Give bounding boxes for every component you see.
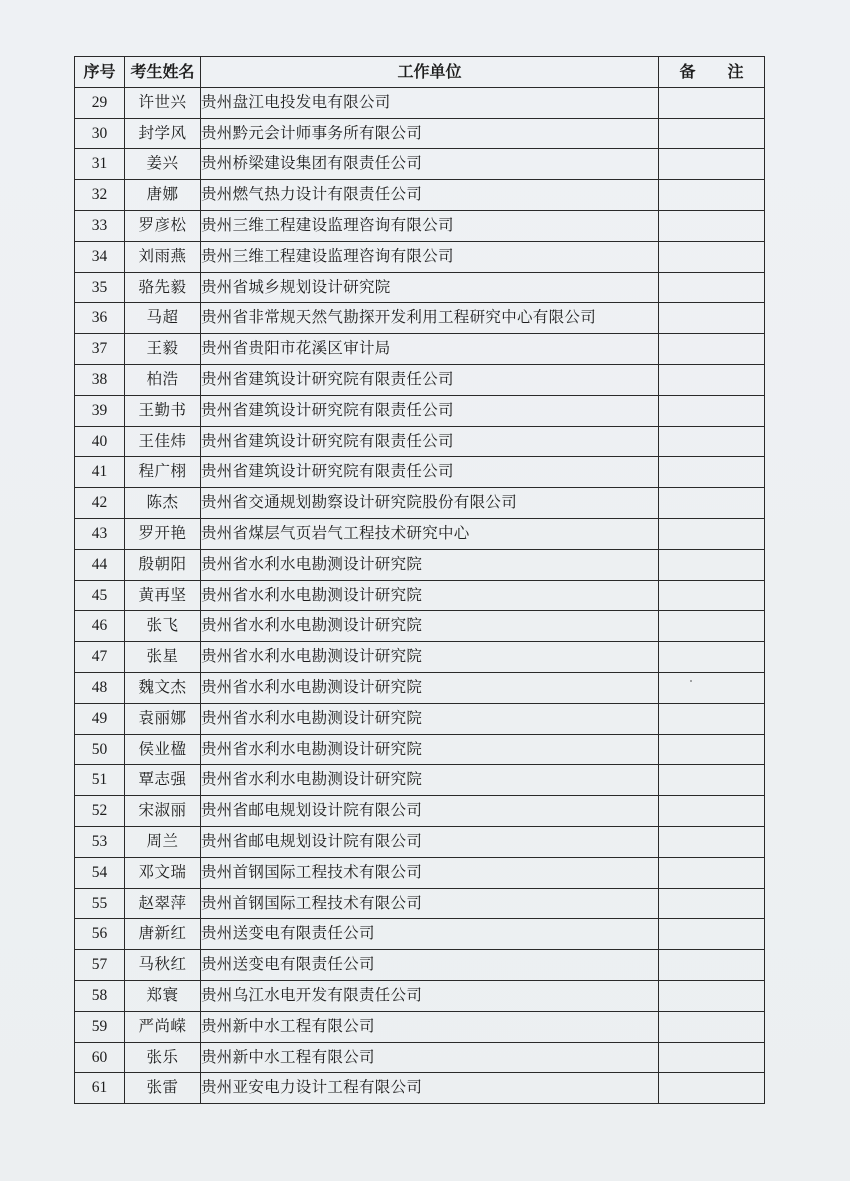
- cell-no: 34: [75, 241, 125, 272]
- cell-org: 贵州省城乡规划设计研究院: [201, 272, 659, 303]
- cell-remark: [659, 488, 765, 519]
- cell-no: 36: [75, 303, 125, 334]
- table-row: [75, 210, 765, 241]
- cell-remark: [659, 765, 765, 796]
- cell-name: 姜兴: [125, 149, 201, 180]
- cell-name: 王毅: [125, 334, 201, 365]
- cell-no: 33: [75, 210, 125, 241]
- cell-org: 贵州盘江电投发电有限公司: [201, 87, 659, 118]
- cell-no: 30: [75, 118, 125, 149]
- cell-org: 贵州亚安电力设计工程有限公司: [201, 1073, 659, 1104]
- table-row: [75, 272, 765, 303]
- cell-name: 马秋红: [125, 950, 201, 981]
- cell-org: 贵州省邮电规划设计院有限公司: [201, 796, 659, 827]
- table-row: [75, 149, 765, 180]
- cell-org: 贵州新中水工程有限公司: [201, 1042, 659, 1073]
- cell-org: 贵州省水利水电勘测设计研究院: [201, 672, 659, 703]
- table-row: [75, 611, 765, 642]
- cell-org: 贵州省建筑设计研究院有限责任公司: [201, 457, 659, 488]
- cell-no: 61: [75, 1073, 125, 1104]
- cell-org: 贵州燃气热力设计有限责任公司: [201, 180, 659, 211]
- cell-name: 严尚嵘: [125, 1011, 201, 1042]
- cell-no: 29: [75, 87, 125, 118]
- cell-name: 袁丽娜: [125, 703, 201, 734]
- cell-name: 覃志强: [125, 765, 201, 796]
- cell-name: 郑寰: [125, 980, 201, 1011]
- table-row: [75, 457, 765, 488]
- table-row: [75, 580, 765, 611]
- cell-remark: [659, 580, 765, 611]
- scan-speck: [690, 680, 692, 682]
- header-no: 序号: [75, 57, 125, 88]
- header-remark: 备 注: [659, 57, 765, 88]
- table-row: [75, 919, 765, 950]
- cell-remark: [659, 118, 765, 149]
- cell-name: 陈杰: [125, 488, 201, 519]
- cell-remark: [659, 272, 765, 303]
- table-row: [75, 303, 765, 334]
- cell-name: 柏浩: [125, 364, 201, 395]
- cell-no: 44: [75, 549, 125, 580]
- cell-org: 贵州省建筑设计研究院有限责任公司: [201, 395, 659, 426]
- cell-org: 贵州省水利水电勘测设计研究院: [201, 734, 659, 765]
- cell-org: 贵州送变电有限责任公司: [201, 950, 659, 981]
- cell-no: 58: [75, 980, 125, 1011]
- cell-name: 罗开艳: [125, 518, 201, 549]
- table-row: [75, 549, 765, 580]
- cell-org: 贵州新中水工程有限公司: [201, 1011, 659, 1042]
- table-header-row: [75, 57, 765, 88]
- cell-no: 55: [75, 888, 125, 919]
- cell-no: 50: [75, 734, 125, 765]
- cell-no: 37: [75, 334, 125, 365]
- cell-org: 贵州乌江水电开发有限责任公司: [201, 980, 659, 1011]
- cell-no: 42: [75, 488, 125, 519]
- header-org: 工作单位: [201, 57, 659, 88]
- cell-org: 贵州省煤层气页岩气工程技术研究中心: [201, 518, 659, 549]
- cell-name: 唐娜: [125, 180, 201, 211]
- cell-name: 宋淑丽: [125, 796, 201, 827]
- table-row: [75, 241, 765, 272]
- cell-no: 32: [75, 180, 125, 211]
- cell-remark: [659, 1073, 765, 1104]
- table-row: [75, 826, 765, 857]
- cell-remark: [659, 210, 765, 241]
- table-row: [75, 950, 765, 981]
- cell-name: 张飞: [125, 611, 201, 642]
- table-row: [75, 672, 765, 703]
- cell-remark: [659, 919, 765, 950]
- table-row: [75, 1042, 765, 1073]
- table-row: [75, 426, 765, 457]
- cell-no: 40: [75, 426, 125, 457]
- cell-remark: [659, 980, 765, 1011]
- cell-no: 49: [75, 703, 125, 734]
- cell-org: 贵州省邮电规划设计院有限公司: [201, 826, 659, 857]
- cell-name: 邓文瑞: [125, 857, 201, 888]
- cell-org: 贵州桥梁建设集团有限责任公司: [201, 149, 659, 180]
- cell-org: 贵州黔元会计师事务所有限公司: [201, 118, 659, 149]
- cell-name: 马超: [125, 303, 201, 334]
- cell-remark: [659, 87, 765, 118]
- table-row: [75, 1073, 765, 1104]
- cell-name: 罗彦松: [125, 210, 201, 241]
- cell-org: 贵州送变电有限责任公司: [201, 919, 659, 950]
- cell-name: 赵翠萍: [125, 888, 201, 919]
- cell-name: 王佳炜: [125, 426, 201, 457]
- table-row: [75, 703, 765, 734]
- cell-remark: [659, 180, 765, 211]
- cell-remark: [659, 672, 765, 703]
- cell-name: 魏文杰: [125, 672, 201, 703]
- cell-remark: [659, 796, 765, 827]
- cell-no: 57: [75, 950, 125, 981]
- cell-remark: [659, 888, 765, 919]
- cell-name: 张雷: [125, 1073, 201, 1104]
- cell-remark: [659, 826, 765, 857]
- table-row: [75, 364, 765, 395]
- cell-remark: [659, 241, 765, 272]
- cell-name: 张星: [125, 642, 201, 673]
- cell-org: 贵州首钢国际工程技术有限公司: [201, 857, 659, 888]
- table-body: [75, 87, 765, 1103]
- cell-org: 贵州省建筑设计研究院有限责任公司: [201, 426, 659, 457]
- cell-no: 47: [75, 642, 125, 673]
- cell-no: 45: [75, 580, 125, 611]
- cell-no: 52: [75, 796, 125, 827]
- table-row: [75, 857, 765, 888]
- cell-no: 60: [75, 1042, 125, 1073]
- table-row: [75, 888, 765, 919]
- table-row: [75, 118, 765, 149]
- cell-no: 48: [75, 672, 125, 703]
- cell-no: 41: [75, 457, 125, 488]
- cell-remark: [659, 734, 765, 765]
- cell-remark: [659, 149, 765, 180]
- cell-remark: [659, 364, 765, 395]
- cell-no: 39: [75, 395, 125, 426]
- cell-name: 封学风: [125, 118, 201, 149]
- cell-org: 贵州首钢国际工程技术有限公司: [201, 888, 659, 919]
- cell-name: 张乐: [125, 1042, 201, 1073]
- cell-remark: [659, 703, 765, 734]
- cell-no: 56: [75, 919, 125, 950]
- cell-name: 王勤书: [125, 395, 201, 426]
- cell-org: 贵州三维工程建设监理咨询有限公司: [201, 210, 659, 241]
- cell-no: 51: [75, 765, 125, 796]
- candidate-table: [74, 56, 765, 1104]
- table-row: [75, 334, 765, 365]
- cell-name: 侯业楹: [125, 734, 201, 765]
- cell-org: 贵州省水利水电勘测设计研究院: [201, 703, 659, 734]
- cell-remark: [659, 549, 765, 580]
- cell-name: 唐新红: [125, 919, 201, 950]
- cell-org: 贵州省水利水电勘测设计研究院: [201, 611, 659, 642]
- table-row: [75, 980, 765, 1011]
- cell-remark: [659, 1042, 765, 1073]
- table-row: [75, 488, 765, 519]
- cell-name: 殷朝阳: [125, 549, 201, 580]
- cell-org: 贵州省水利水电勘测设计研究院: [201, 765, 659, 796]
- cell-org: 贵州省贵阳市花溪区审计局: [201, 334, 659, 365]
- cell-org: 贵州省水利水电勘测设计研究院: [201, 549, 659, 580]
- table-row: [75, 734, 765, 765]
- cell-remark: [659, 518, 765, 549]
- cell-remark: [659, 642, 765, 673]
- cell-org: 贵州省水利水电勘测设计研究院: [201, 580, 659, 611]
- cell-org: 贵州省建筑设计研究院有限责任公司: [201, 364, 659, 395]
- cell-no: 38: [75, 364, 125, 395]
- cell-remark: [659, 457, 765, 488]
- cell-name: 周兰: [125, 826, 201, 857]
- table-row: [75, 765, 765, 796]
- cell-remark: [659, 1011, 765, 1042]
- cell-name: 刘雨燕: [125, 241, 201, 272]
- header-name: 考生姓名: [125, 57, 201, 88]
- cell-no: 31: [75, 149, 125, 180]
- cell-no: 59: [75, 1011, 125, 1042]
- cell-org: 贵州省非常规天然气勘探开发利用工程研究中心有限公司: [201, 303, 659, 334]
- table-row: [75, 87, 765, 118]
- table-row: [75, 518, 765, 549]
- cell-org: 贵州省交通规划勘察设计研究院股份有限公司: [201, 488, 659, 519]
- cell-remark: [659, 950, 765, 981]
- cell-remark: [659, 611, 765, 642]
- cell-remark: [659, 303, 765, 334]
- cell-remark: [659, 334, 765, 365]
- cell-no: 35: [75, 272, 125, 303]
- cell-name: 许世兴: [125, 87, 201, 118]
- cell-remark: [659, 426, 765, 457]
- cell-org: 贵州三维工程建设监理咨询有限公司: [201, 241, 659, 272]
- cell-remark: [659, 395, 765, 426]
- table-row: [75, 796, 765, 827]
- table-row: [75, 180, 765, 211]
- table-row: [75, 395, 765, 426]
- cell-name: 程广栩: [125, 457, 201, 488]
- cell-no: 54: [75, 857, 125, 888]
- cell-org: 贵州省水利水电勘测设计研究院: [201, 642, 659, 673]
- cell-no: 53: [75, 826, 125, 857]
- cell-name: 骆先毅: [125, 272, 201, 303]
- table-row: [75, 642, 765, 673]
- cell-name: 黄再坚: [125, 580, 201, 611]
- cell-remark: [659, 857, 765, 888]
- cell-no: 46: [75, 611, 125, 642]
- table-row: [75, 1011, 765, 1042]
- cell-no: 43: [75, 518, 125, 549]
